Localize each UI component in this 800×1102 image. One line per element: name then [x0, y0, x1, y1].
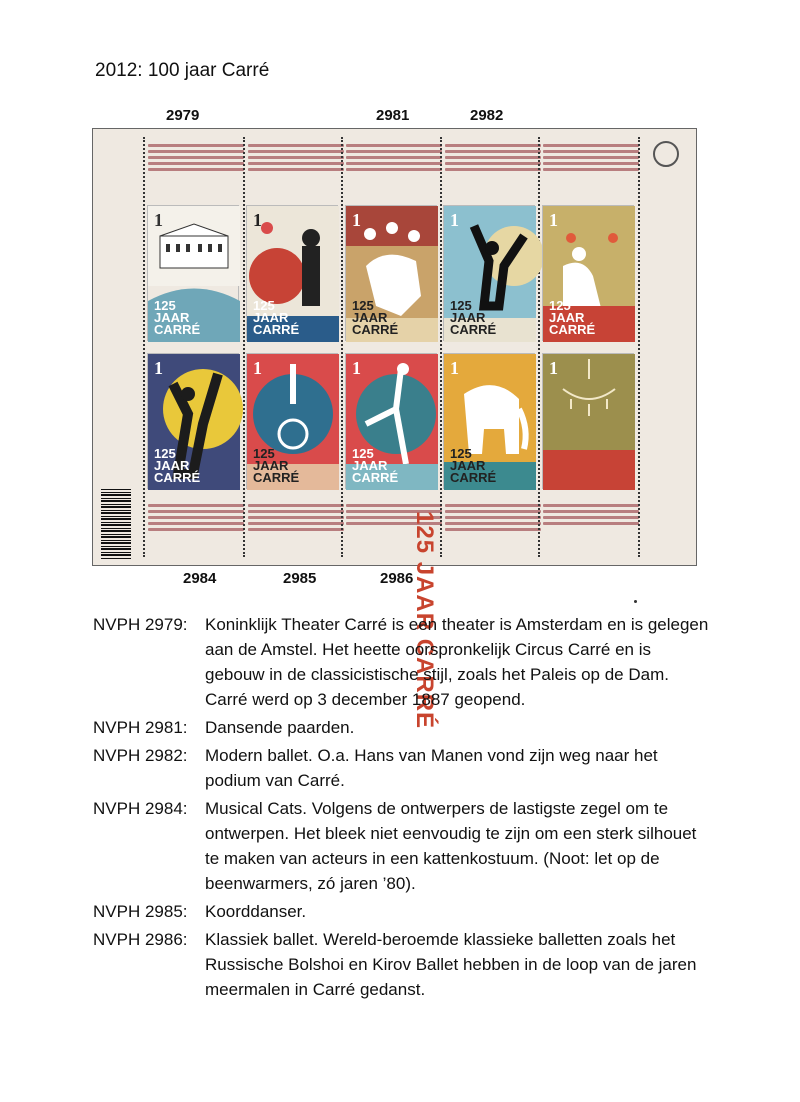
sheet-side-print [101, 137, 141, 277]
stamp-ballerina [345, 353, 437, 489]
entry-code: NVPH 2982: [93, 746, 188, 765]
entry-text: Dansende paarden. [205, 718, 355, 737]
stamp-value: 1 [253, 210, 262, 230]
entry-text: Modern ballet. O.a. Hans van Manen vond zijn weg naar het podium van Carré. [205, 746, 658, 790]
description-entry [93, 743, 713, 793]
description-list [93, 612, 713, 1005]
stamp-caption: 125 JAAR CARRÉ [549, 298, 596, 337]
sheet-text-block [445, 501, 541, 549]
stamp-value: 1 [154, 210, 163, 230]
description-entry [93, 796, 713, 896]
entry-code: NVPH 2986: [93, 930, 188, 949]
stamp-horse [345, 205, 437, 341]
entry-code: NVPH 2981: [93, 718, 188, 737]
stamp-ringmaster [246, 205, 338, 341]
stamp-caption: 125 JAAR CARRÉ [253, 446, 300, 485]
stamp-value: 1 [253, 358, 262, 378]
barcode [101, 489, 131, 559]
entry-code: NVPH 2984: [93, 799, 188, 818]
stamp-chandelier [542, 353, 634, 489]
perforation [538, 137, 540, 557]
postnl-logo-icon [653, 141, 679, 167]
stamp-theatre [147, 205, 239, 341]
entry-text: Koninklijk Theater Carré is een theater is Amsterdam en is gelegen aan de Amstel. Het heette oorspronkelijk Circus Carré en is gebouw in de classicistische stijl, zoals het Paleis op de Dam. Carré werd op 3 december 1887 geopend. [205, 615, 709, 709]
description-entry [93, 899, 713, 924]
perforation [440, 137, 442, 557]
stamp-value: 1 [450, 358, 459, 378]
entry-code: NVPH 2985: [93, 902, 188, 921]
sheet-text-block [445, 141, 541, 189]
sheet-text-block [248, 141, 344, 189]
perforation [143, 137, 145, 557]
stamp-number-2979: 2979 [166, 107, 200, 124]
sheet-text-block [543, 141, 639, 189]
sheet-text-block [148, 141, 244, 189]
stamp-caption: 125 JAAR CARRÉ [154, 298, 201, 337]
stamp-number-2982: 2982 [470, 107, 504, 124]
description-entry [93, 927, 713, 1002]
sheet-text-block [148, 501, 244, 549]
page-title: 2012: 100 jaar Carré [95, 60, 270, 81]
stamp-value: 1 [549, 210, 558, 230]
stamp-cats [147, 353, 239, 489]
perforation [341, 137, 343, 557]
sheet-header: 125 JAAR CARRÉ [410, 511, 438, 730]
stray-dot [634, 600, 637, 603]
stamp-number-2985: 2985 [283, 570, 317, 587]
stamp-caption: 125 JAAR CARRÉ [154, 446, 201, 485]
stamp-value: 1 [154, 358, 163, 378]
stamp-value: 1 [352, 210, 361, 230]
entry-text: Musical Cats. Volgens de ontwerpers de lastigste zegel om te ontwerpen. Het bleek niet eenvoudig te zijn om een sterk silhouet te maken van acteurs in een kattenkostuum. (Noot: let op de beenwarmers, zó jaren ’80). [205, 799, 697, 893]
stamp-number-2986: 2986 [380, 570, 414, 587]
description-entry [93, 612, 713, 712]
stamp-elephant [443, 353, 535, 489]
perforation [243, 137, 245, 557]
entry-text: Koorddanser. [205, 902, 307, 921]
stamp-caption: 125 JAAR CARRÉ [352, 298, 399, 337]
stamp-unicycle [246, 353, 338, 489]
stamp-caption: 125 JAAR CARRÉ [450, 298, 497, 337]
entry-text: Klassiek ballet. Wereld-beroemde klassieke balletten zoals het Russische Bolshoi en Kirov Ballet hebben in de loop van de jaren meermalen in Carré gedanst. [205, 930, 697, 999]
sheet-text-block [543, 501, 639, 549]
stamp-value: 1 [549, 358, 558, 378]
description-entry [93, 715, 713, 740]
stamp-caption: 125 JAAR CARRÉ [253, 298, 300, 337]
perforation [638, 137, 640, 557]
stamp-modern-ballet [443, 205, 535, 341]
stamp-value: 1 [450, 210, 459, 230]
sheet-text-block [248, 501, 344, 549]
stamp-value: 1 [352, 358, 361, 378]
stamp-number-2984: 2984 [183, 570, 217, 587]
stamp-number-2981: 2981 [376, 107, 410, 124]
stamp-caption: 125 JAAR CARRÉ [352, 446, 399, 485]
entry-code: NVPH 2979: [93, 615, 188, 634]
sheet-text-block [346, 141, 442, 189]
stamp-singer [542, 205, 634, 341]
stamp-caption: 125 JAAR CARRÉ [450, 446, 497, 485]
